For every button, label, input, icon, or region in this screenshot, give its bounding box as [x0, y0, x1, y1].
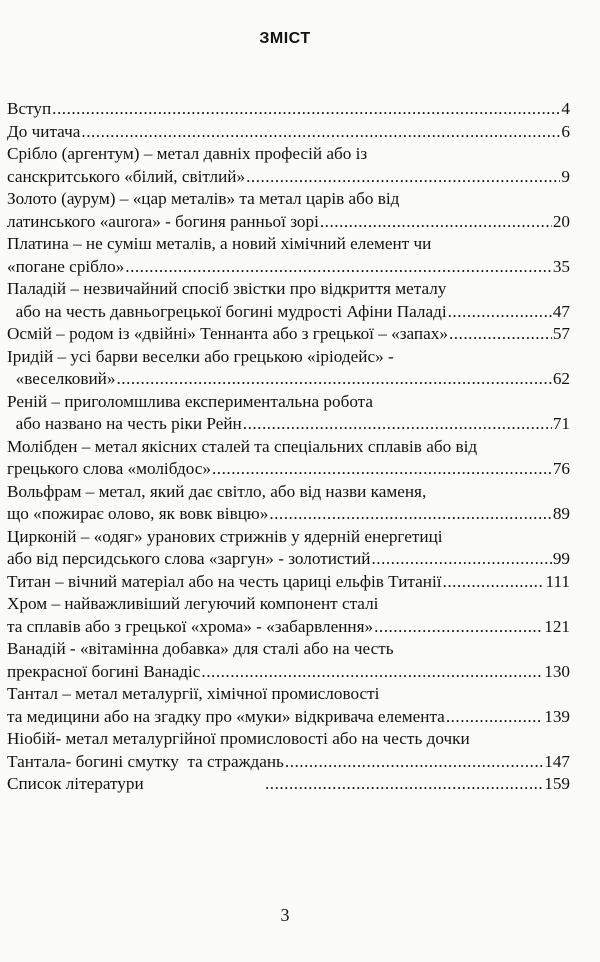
toc-leader-dots — [125, 256, 552, 279]
toc-page-number: 130 — [544, 661, 570, 681]
toc-entry-label: Титан – вічний матеріал або на честь цариці ельфів Титанії — [7, 571, 442, 591]
toc-entry-label: або названо на честь ріки Рейн — [7, 414, 242, 433]
toc-entry-line — [7, 368, 570, 391]
toc-entry-label: Вступ — [7, 99, 52, 118]
toc-entry-line: Ванадій - «вітамінна добавка» для сталі або на честь — [7, 639, 394, 658]
toc-entry[interactable] — [7, 391, 570, 436]
toc-entry-label: та медицини або на згадку про «муки» відкривача елемента — [7, 706, 445, 726]
toc-leader-dots — [243, 413, 552, 436]
toc-leader-dots — [443, 571, 545, 594]
toc-entry-label: Список літератури — [7, 774, 144, 793]
toc-entry-line: Цирконій – «одяг» уранових стрижнів у ядерній енергетиці — [7, 526, 443, 546]
toc-entry[interactable] — [7, 278, 570, 323]
toc-page-number: 71 — [552, 414, 570, 433]
toc-page-number: 121 — [544, 616, 570, 636]
toc-leader-dots — [81, 121, 560, 144]
toc-page-number: 57 — [552, 324, 570, 343]
toc-entry-line — [7, 413, 570, 436]
toc-entry-line — [7, 661, 570, 684]
toc-entry[interactable] — [7, 98, 570, 121]
toc-page-number: 139 — [544, 706, 570, 726]
toc-page-number: 111 — [545, 571, 570, 591]
toc-entry-line — [7, 571, 570, 594]
toc-entry-line: Тантал – метал металургії, хімічної промисловості — [7, 684, 380, 703]
toc-page-number: 159 — [544, 774, 570, 793]
toc-entry-label: санскритського «білий, світлий» — [7, 166, 246, 186]
toc-entry-line: Ніобій- метал металургійної промисловості або на честь дочки — [7, 729, 470, 748]
toc-entry-line: Вольфрам – метал, який дає світло, або від назви каменя, — [7, 481, 427, 501]
toc-entry[interactable] — [7, 188, 570, 233]
toc-entry-label: «погане срібло» — [7, 256, 125, 276]
page-number: 3 — [280, 905, 290, 925]
toc-leader-dots — [446, 706, 543, 729]
toc-page-number: 62 — [552, 369, 570, 388]
toc-entry[interactable] — [7, 233, 570, 278]
toc-entry[interactable] — [7, 346, 570, 391]
toc-entry[interactable] — [7, 571, 570, 594]
toc-entry-references[interactable] — [7, 773, 570, 796]
toc-leader-dots — [269, 503, 551, 526]
toc-entry-line: Паладій – незвичайний спосіб звістки про відкриття металу — [7, 279, 447, 298]
page-title: ЗМІСТ — [259, 30, 311, 47]
toc-entry-line — [7, 706, 570, 729]
toc-entry-label: Осмій – родом із «двійні» Теннанта або з грецької – «запах» — [7, 324, 448, 343]
toc-entry-label: «веселковий» — [7, 369, 116, 388]
toc-entry-label: та сплавів або з грецької «хрома» - «забарвлення» — [7, 616, 374, 636]
toc-entry-line — [7, 773, 570, 796]
toc-entry-line — [7, 211, 570, 234]
toc-leader-dots — [374, 616, 543, 639]
toc-page-number: 9 — [561, 166, 570, 186]
toc-page-number: 20 — [552, 211, 570, 231]
toc-entry[interactable] — [7, 638, 570, 683]
table-of-contents — [7, 98, 570, 796]
toc-page-number: 6 — [561, 121, 570, 141]
toc-entry-label: грецького слова «молібдос» — [7, 459, 211, 478]
toc-entry[interactable] — [7, 481, 570, 526]
toc-leader-dots — [201, 661, 543, 684]
toc-entry-line — [7, 548, 570, 571]
toc-leader-dots — [448, 301, 552, 324]
toc-entry[interactable] — [7, 526, 570, 571]
toc-page-number: 47 — [552, 301, 570, 321]
toc-page-number: 4 — [561, 99, 570, 118]
toc-entry[interactable] — [7, 683, 570, 728]
toc-page-number: 89 — [552, 504, 570, 523]
toc-page-number: 147 — [544, 751, 570, 771]
toc-entry[interactable] — [7, 323, 570, 346]
toc-page-number: 35 — [552, 256, 570, 276]
toc-entry-label: або на честь давньогрецької богині мудрості Афіни Паладі — [7, 301, 447, 321]
toc-entry-line: Реній – приголомшлива експериментальна робота — [7, 391, 374, 411]
toc-entry-line: Золото (аурум) – «цар металів» та метал царів або від — [7, 189, 400, 208]
toc-page-number: 99 — [552, 549, 570, 568]
toc-entry-line: Срібло (аргентум) – метал давніх професій або із — [7, 144, 368, 163]
toc-entry-label: Тантала- богині смутку та страждань — [7, 751, 284, 771]
toc-entry-line: Молібден – метал якісних сталей та спеціальних сплавів або від — [7, 436, 478, 456]
toc-entry-label: латинського «aurora» - богиня ранньої зорі — [7, 211, 319, 231]
toc-entry[interactable] — [7, 143, 570, 188]
toc-entry-line: Хром – найважливіший легуючий компонент сталі — [7, 594, 379, 613]
toc-entry[interactable] — [7, 728, 570, 773]
toc-entry-label: прекрасної богині Ванадіс — [7, 661, 201, 681]
toc-entry-line — [7, 458, 570, 481]
toc-entry-label: До читача — [7, 121, 81, 141]
toc-entry-line — [7, 301, 570, 324]
toc-leader-dots — [52, 98, 560, 121]
toc-leader-dots — [285, 751, 543, 774]
toc-entry-line — [7, 616, 570, 639]
toc-leader-dots — [371, 548, 551, 571]
toc-entry-label: або від персидського слова «заргун» - золотистий — [7, 549, 371, 568]
toc-entry[interactable] — [7, 593, 570, 638]
toc-entry-line — [7, 121, 570, 144]
toc-entry-line — [7, 751, 570, 774]
toc-leader-dots — [116, 368, 551, 391]
toc-entry-line: Іридій – усі барви веселки або грецькою «іріодейс» - — [7, 346, 394, 366]
toc-entry-line — [7, 98, 570, 121]
toc-entry-line — [7, 323, 570, 346]
toc-entry-line — [7, 503, 570, 526]
toc-leader-dots — [320, 211, 552, 234]
toc-leader-dots — [449, 323, 552, 346]
toc-entry[interactable] — [7, 121, 570, 144]
toc-leader-dots — [246, 166, 560, 189]
toc-entry-line: Платина – не суміш металів, а новий хімічний елемент чи — [7, 234, 432, 253]
toc-entry-label: що «пожирає олово, як вовк вівцю» — [7, 504, 269, 523]
toc-entry-line — [7, 256, 570, 279]
toc-leader-dots — [265, 773, 543, 796]
toc-entry-line — [7, 166, 570, 189]
toc-page-number: 76 — [552, 459, 570, 478]
toc-leader-dots — [212, 458, 552, 481]
toc-entry[interactable] — [7, 436, 570, 481]
